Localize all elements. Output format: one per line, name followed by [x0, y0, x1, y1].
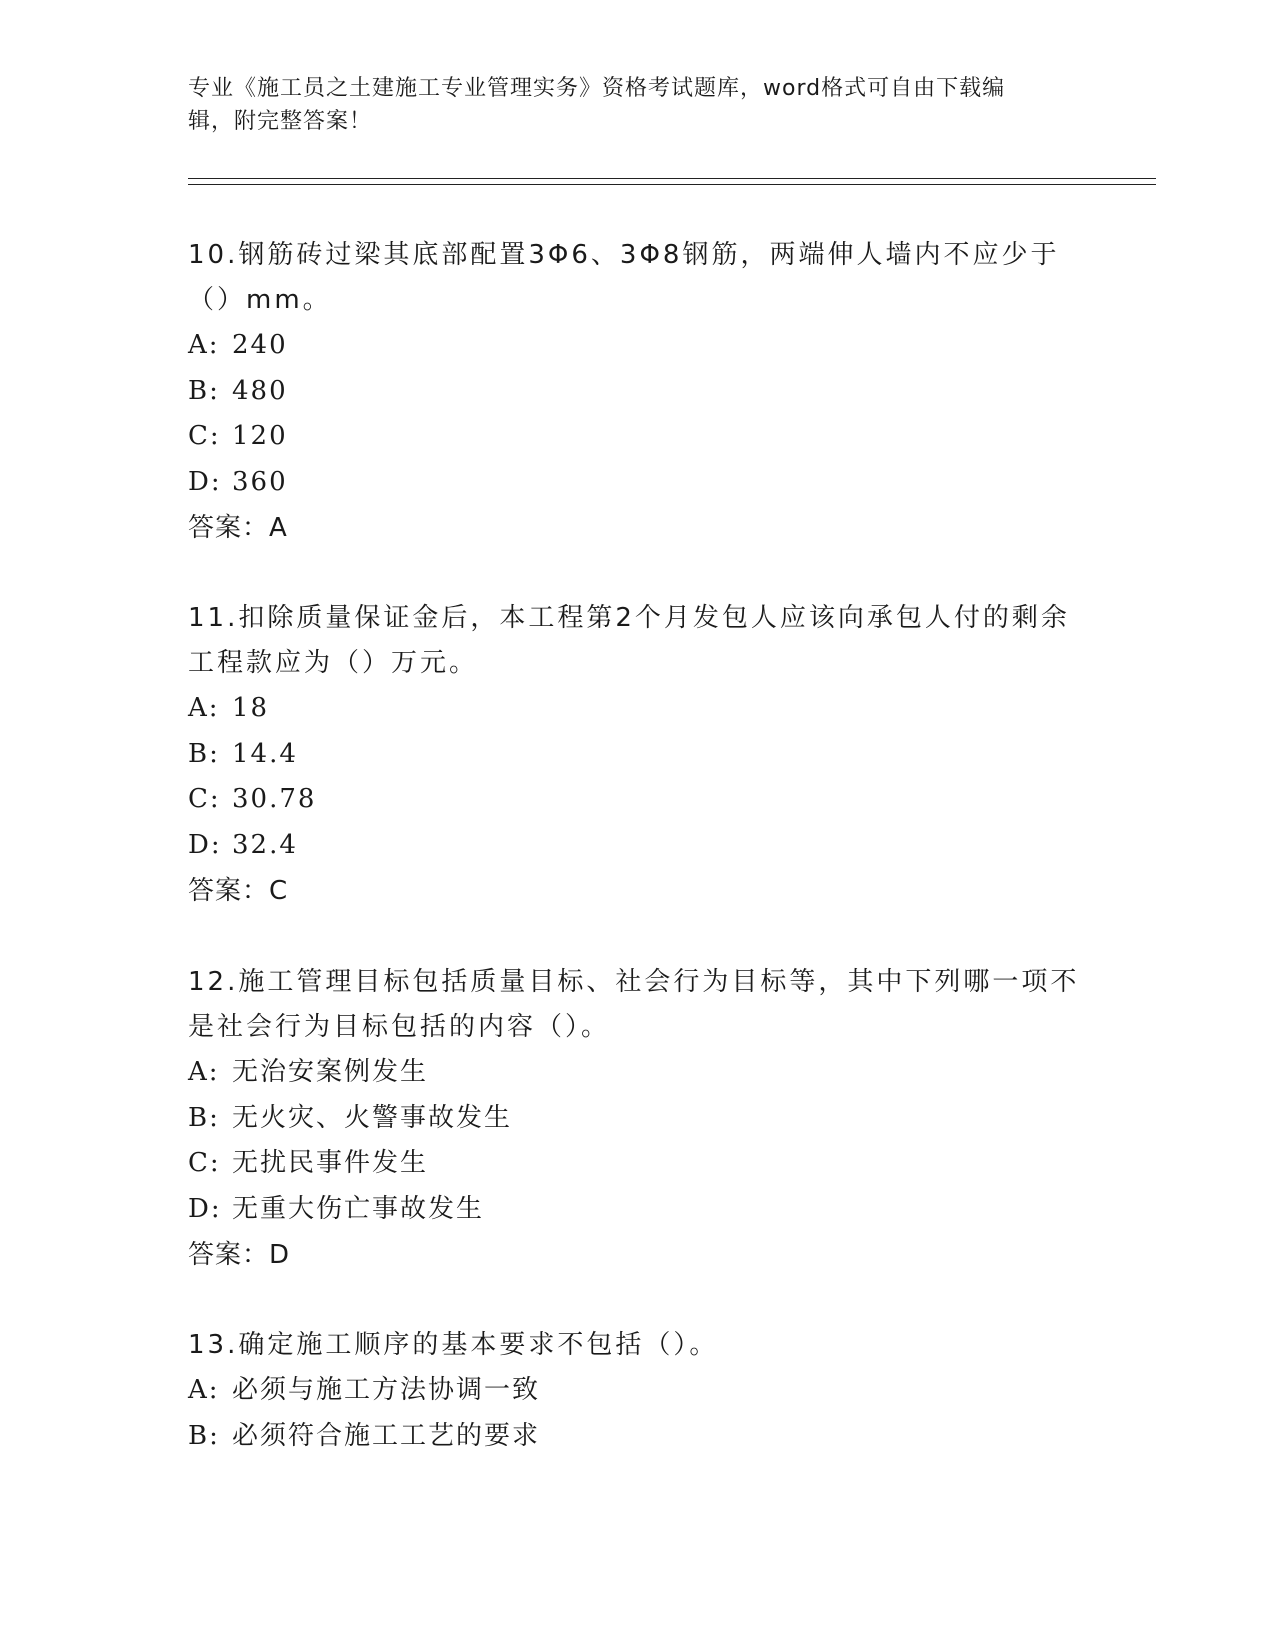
question-stem-line: （）mm。	[188, 285, 332, 315]
question-11	[188, 596, 1088, 914]
option-letter: A:	[188, 1057, 220, 1087]
option-b	[188, 369, 1088, 415]
answer-line: 答案：C	[188, 876, 289, 906]
answer-line: 答案：A	[188, 513, 288, 543]
option-text: 无重大伤亡事故发生	[232, 1193, 485, 1224]
header-line-2: 辑，附完整答案！	[188, 109, 373, 134]
option-b	[188, 1414, 1088, 1460]
option-letter: C:	[188, 1148, 221, 1178]
question-10	[188, 233, 1088, 551]
option-text: 必须符合施工工艺的要求	[232, 1420, 541, 1451]
option-text: 480	[232, 375, 288, 406]
question-stem-line: 10.钢筋砖过梁其底部配置3Φ6、3Φ8钢筋，两端伸人墙内不应少于	[188, 240, 1060, 270]
option-text: 无火灾、火警事故发生	[232, 1102, 513, 1133]
option-letter: D:	[188, 829, 222, 860]
header-line-1: 专业《施工员之土建施工专业管理实务》资格考试题库，word格式可自由下载编	[188, 76, 1006, 101]
option-text: 无治安案例发生	[232, 1057, 429, 1087]
option-text: 无扰民事件发生	[232, 1148, 429, 1178]
option-a	[188, 1050, 1088, 1096]
question-stem-line: 工程款应为（）万元。	[188, 648, 479, 678]
option-a	[188, 1368, 1088, 1414]
option-text: 必须与施工方法协调一致	[232, 1375, 541, 1405]
option-b	[188, 732, 1088, 778]
question-stem-line: 是社会行为目标包括的内容（）。	[188, 1012, 611, 1042]
question-stem-line: 12.施工管理目标包括质量目标、社会行为目标等，其中下列哪一项不	[188, 967, 1080, 997]
option-c	[188, 1141, 1088, 1187]
option-d	[188, 460, 1088, 506]
question-stem-line: 11.扣除质量保证金后，本工程第2个月发包人应该向承包人付的剩余	[188, 603, 1070, 633]
option-letter: B:	[188, 738, 220, 769]
option-b	[188, 1096, 1088, 1142]
option-letter: A:	[188, 693, 220, 723]
option-text: 240	[232, 330, 288, 360]
header-divider	[188, 178, 1156, 185]
document-header	[188, 72, 1068, 138]
option-letter: B:	[188, 1420, 220, 1451]
question-13	[188, 1323, 1088, 1459]
question-stem-line: 13.确定施工顺序的基本要求不包括（）。	[188, 1330, 719, 1360]
option-text: 30.78	[232, 784, 317, 814]
option-a	[188, 323, 1088, 369]
answer-line: 答案：D	[188, 1240, 291, 1270]
option-text: 18	[232, 693, 270, 723]
option-c	[188, 414, 1088, 460]
option-text: 14.4	[232, 738, 298, 769]
option-letter: B:	[188, 375, 220, 406]
option-letter: C:	[188, 421, 221, 451]
option-letter: B:	[188, 1102, 220, 1133]
option-letter: A:	[188, 330, 220, 360]
option-letter: A:	[188, 1375, 220, 1405]
option-letter: D:	[188, 1193, 222, 1224]
option-letter: C:	[188, 784, 221, 814]
option-d	[188, 1187, 1088, 1233]
option-a	[188, 686, 1088, 732]
option-text: 120	[232, 421, 288, 451]
option-text: 32.4	[232, 829, 298, 860]
option-c	[188, 777, 1088, 823]
option-letter: D:	[188, 466, 222, 497]
option-d	[188, 823, 1088, 869]
option-text: 360	[232, 466, 288, 497]
question-12	[188, 960, 1088, 1278]
